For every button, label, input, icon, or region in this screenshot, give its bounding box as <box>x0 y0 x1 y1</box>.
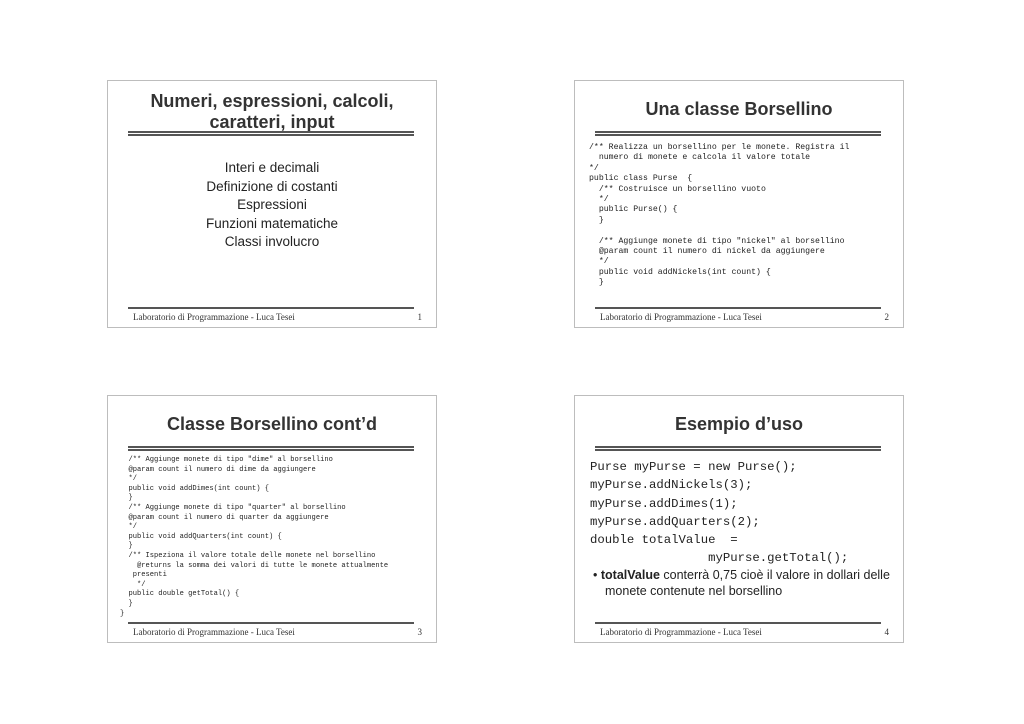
page-number: 2 <box>884 312 889 322</box>
slide-title <box>108 91 436 133</box>
slide-title: Classe Borsellino cont’d <box>166 414 378 434</box>
title-divider <box>128 446 414 451</box>
topic-item: Interi e decimali <box>224 160 320 175</box>
title-divider <box>595 131 881 136</box>
footer-text: Laboratorio di Programmazione - Luca Tesei <box>133 312 295 322</box>
slide-1 <box>107 80 437 328</box>
topic-item: Espressioni <box>237 197 307 212</box>
footer-text: Laboratorio di Programmazione - Luca Tesei <box>133 627 295 637</box>
slide-3 <box>107 395 437 643</box>
bullet-note <box>593 567 891 599</box>
footer-divider <box>595 622 881 624</box>
footer-divider <box>595 307 881 309</box>
slide-footer <box>133 312 422 322</box>
page-number: 3 <box>417 627 422 637</box>
topic-item: Funzioni matematiche <box>205 215 339 231</box>
footer-divider <box>128 622 414 624</box>
slide-footer <box>133 627 422 637</box>
slide-4 <box>574 395 904 643</box>
footer-text: Laboratorio di Programmazione - Luca Tesei <box>600 627 762 637</box>
title-divider <box>595 446 881 451</box>
slide-title: Esempio d’uso <box>674 414 804 434</box>
note-variable: totalValue <box>600 568 660 582</box>
bullet-symbol: • <box>593 568 598 582</box>
slide-footer <box>600 627 889 637</box>
topic-item: Definizione di costanti <box>206 178 338 194</box>
slide-title-line-2: caratteri, input <box>209 112 335 132</box>
slide-title: Una classe Borsellino <box>645 99 833 119</box>
slide-title-line-1: Numeri, espressioni, calcoli, <box>150 91 394 111</box>
code-block: /** Aggiunge monete di tipo "dime" al borsellino @param count il numero di dime da aggiungere */ public void addDimes(int count) { } /** Aggiunge monete di tipo "quarter" al borsellino @param count il numero di quarter da aggiungere */ public void addQuarters(int count) { } /** Ispeziona il valore totale delle monete nel borsellino @returns la somma dei valori di tutte le monete attualmente presenti */ public double getTotal() { } } <box>120 456 389 618</box>
title-divider <box>128 131 414 136</box>
code-block: /** Realizza un borsellino per le monete. Registra il numero di monete e calcola il valore totale */ public class Purse { /** Costruisce un borsellino vuoto */ public Purse() { } /** Aggiunge monete di tipo "nickel" al borsellino @param count il numero di nickel da aggiungere */ public void addNickels(int count) { } <box>589 143 850 288</box>
page-number: 1 <box>417 312 422 322</box>
slide-2 <box>574 80 904 328</box>
footer-divider <box>128 307 414 309</box>
topic-list <box>108 159 436 252</box>
page-number: 4 <box>884 627 889 637</box>
footer-text: Laboratorio di Programmazione - Luca Tesei <box>600 312 762 322</box>
code-block: Purse myPurse = new Purse(); myPurse.addNickels(3); myPurse.addDimes(1); myPurse.addQuarters(2); double totalValue = myPurse.getTotal(); <box>590 460 849 566</box>
note-text: conterrà 0,75 cioè il valore in dollari delle monete contenute nel borsellino <box>605 568 890 598</box>
topic-item: Classi involucro <box>224 234 320 249</box>
slide-footer <box>600 312 889 322</box>
